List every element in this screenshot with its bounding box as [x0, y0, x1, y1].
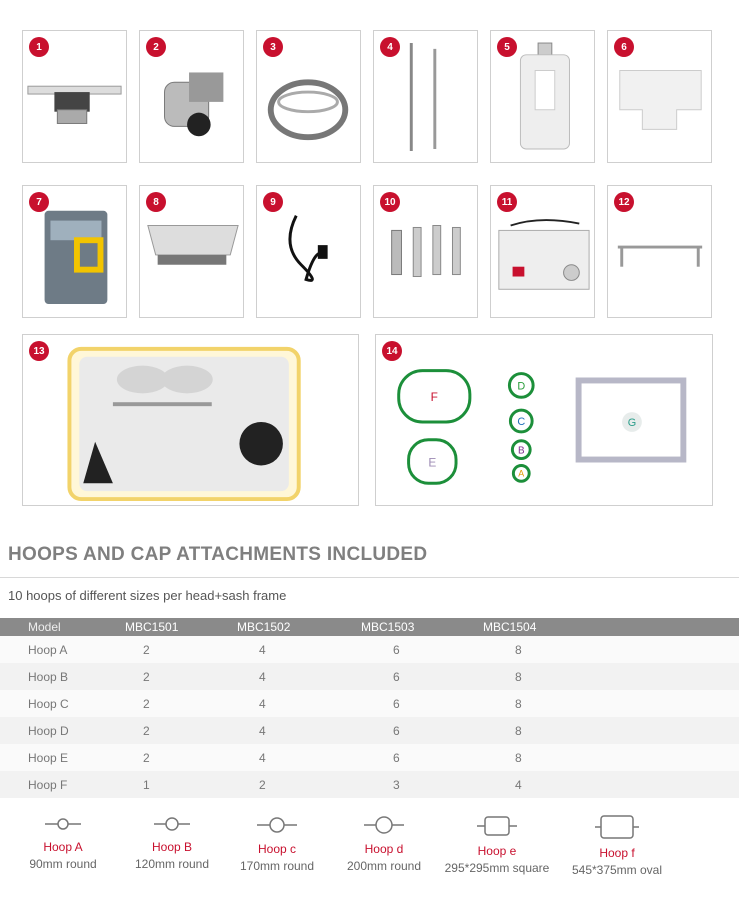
- hoop-legend-f: Hoop f 545*375mm oval: [562, 814, 672, 877]
- col-header-mbc1501: MBC1501: [125, 618, 237, 636]
- hoop-label-g: G: [627, 416, 637, 429]
- product-card-8: [139, 185, 244, 318]
- hoop-label-a: A: [518, 468, 525, 479]
- hoop-d-icon: [362, 814, 406, 836]
- badge-12: 12: [614, 192, 634, 212]
- table-header-row: [0, 618, 739, 636]
- product-card-4: [373, 30, 478, 163]
- badge-13: 13: [29, 341, 49, 361]
- badge-9: 9: [263, 192, 283, 212]
- hoop-label-c: C: [517, 415, 526, 428]
- product-card-5: [490, 30, 595, 163]
- badge-5: 5: [497, 37, 517, 57]
- hoop-legend-c: Hoop c 170mm round: [222, 814, 332, 873]
- hoops-set-image: [376, 335, 712, 505]
- foam-case-image: [23, 335, 358, 505]
- table-row: Hoop E 2 4 6 8: [0, 744, 739, 771]
- product-card-12: [607, 185, 712, 318]
- subtitle: 10 hoops of different sizes per head+sash frame: [8, 588, 287, 603]
- hoop-c-icon: [255, 814, 299, 836]
- badge-1: 1: [29, 37, 49, 57]
- hoop-label-d: D: [517, 380, 526, 393]
- table-row: Hoop D 2 4 6 8: [0, 717, 739, 744]
- badge-14: 14: [382, 341, 402, 361]
- hoop-legend-b: Hoop B 120mm round: [117, 814, 227, 871]
- product-card-2: [139, 30, 244, 163]
- badge-11: 11: [497, 192, 517, 212]
- hoop-legend-e: Hoop e 295*295mm square: [442, 814, 552, 875]
- divider: [0, 577, 739, 578]
- table-row: Hoop A 2 4 6 8: [0, 636, 739, 663]
- badge-7: 7: [29, 192, 49, 212]
- product-card-10: [373, 185, 478, 318]
- col-header-mbc1502: MBC1502: [237, 618, 361, 636]
- hoop-label-f: F: [430, 390, 438, 405]
- product-card-9: [256, 185, 361, 318]
- badge-3: 3: [263, 37, 283, 57]
- col-header-mbc1504: MBC1504: [483, 618, 739, 636]
- product-card-14: [375, 334, 713, 506]
- col-header-model: Model: [0, 618, 125, 636]
- hoop-b-icon: [152, 814, 192, 834]
- hoop-f-icon: [593, 814, 641, 840]
- hoop-quantity-table: [0, 618, 739, 798]
- product-card-11: [490, 185, 595, 318]
- section-title: HOOPS AND CAP ATTACHMENTS INCLUDED: [8, 544, 428, 565]
- badge-6: 6: [614, 37, 634, 57]
- product-card-1: [22, 30, 127, 163]
- product-card-3: [256, 30, 361, 163]
- badge-4: 4: [380, 37, 400, 57]
- product-card-7: [22, 185, 127, 318]
- table-row: Hoop B 2 4 6 8: [0, 663, 739, 690]
- product-card-6: [607, 30, 712, 163]
- hoop-e-icon: [475, 814, 519, 838]
- badge-8: 8: [146, 192, 166, 212]
- hoop-label-e: E: [428, 455, 437, 470]
- hoop-label-b: B: [517, 445, 525, 457]
- col-header-mbc1503: MBC1503: [361, 618, 483, 636]
- hoop-legend-a: Hoop A 90mm round: [8, 814, 118, 871]
- badge-10: 10: [380, 192, 400, 212]
- table-row: Hoop C 2 4 6 8: [0, 690, 739, 717]
- hoop-a-icon: [43, 814, 83, 834]
- hoop-legend-d: Hoop d 200mm round: [329, 814, 439, 873]
- product-card-13: [22, 334, 359, 506]
- badge-2: 2: [146, 37, 166, 57]
- table-row: Hoop F 1 2 3 4: [0, 771, 739, 798]
